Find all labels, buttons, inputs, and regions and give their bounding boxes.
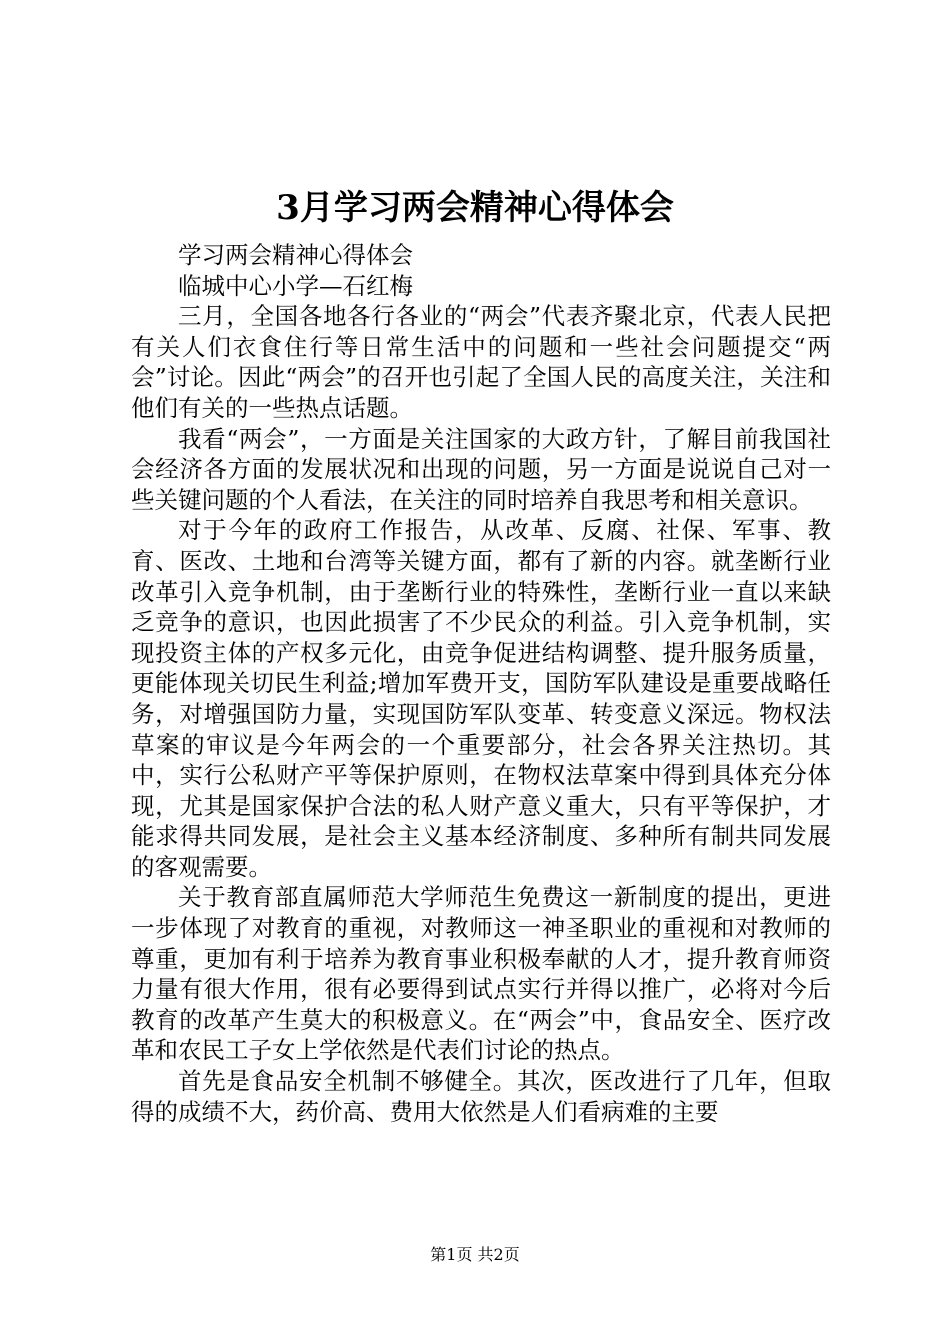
document-body (131, 240, 831, 1127)
body-paragraph: 对于今年的政府工作报告，从改革、反腐、社保、军事、教育、医改、土地和台湾等关键方面，都有了新的内容。就垄断行业改革引入竞争机制，由于垄断行业的特殊性，垄断行业一直以来缺乏竞争的意识，也因此损害了不少民众的利益。引入竞争机制，实现投资主体的产权多元化，由竞争促进结构调整、提升服务质量，更能体现关切民生利益;增加军费开支，国防军队建设是重要战略任务，对增强国防力量，实现国防军队变革、转变意义深远。物权法草案的审议是今年两会的一个重要部分，社会各界关注热切。其中，实行公私财产平等保护原则，在物权法草案中得到具体充分体现，尤其是国家保护合法的私人财产意义重大，只有平等保护，才能求得共同发展，是社会主义基本经济制度、多种所有制共同发展的客观需要。 (131, 516, 831, 881)
body-paragraph: 首先是食品安全机制不够健全。其次，医改进行了几年，但取得的成绩不大，药价高、费用大依然是人们看病难的主要 (131, 1067, 831, 1126)
page-footer: 第1页 共2页 (430, 1245, 520, 1264)
subtitle-line: 学习两会精神心得体会 (178, 241, 413, 269)
body-paragraph: 三月，全国各地各行各业的“两会”代表齐聚北京，代表人民把有关人们衣食住行等日常生活中的问题和一些社会问题提交“两会”讨论。因此“两会”的召开也引起了全国人民的高度关注，关注和他们有关的一些热点话题。 (131, 302, 831, 422)
body-paragraph: 关于教育部直属师范大学师范生免费这一新制度的提出，更进一步体现了对教育的重视，对教师这一神圣职业的重视和对教师的尊重，更加有利于培养为教育事业积极奉献的人才，提升教育师资力量有很大作用，很有必要得到试点实行并得以推广，必将对今后教育的改革产生莫大的积极意义。在“两会”中，食品安全、医疗改革和农民工子女上学依然是代表们讨论的热点。 (131, 883, 831, 1065)
document-title: 3月学习两会精神心得体会 (276, 188, 674, 228)
author-line: 临城中心小学—石红梅 (178, 271, 413, 300)
body-paragraph: 我看“两会”，一方面是关注国家的大政方针，了解目前我国社会经济各方面的发展状况和出现的问题，另一方面是说说自己对一些关键问题的个人看法，在关注的同时培养自我思考和相关意识。 (131, 424, 831, 514)
